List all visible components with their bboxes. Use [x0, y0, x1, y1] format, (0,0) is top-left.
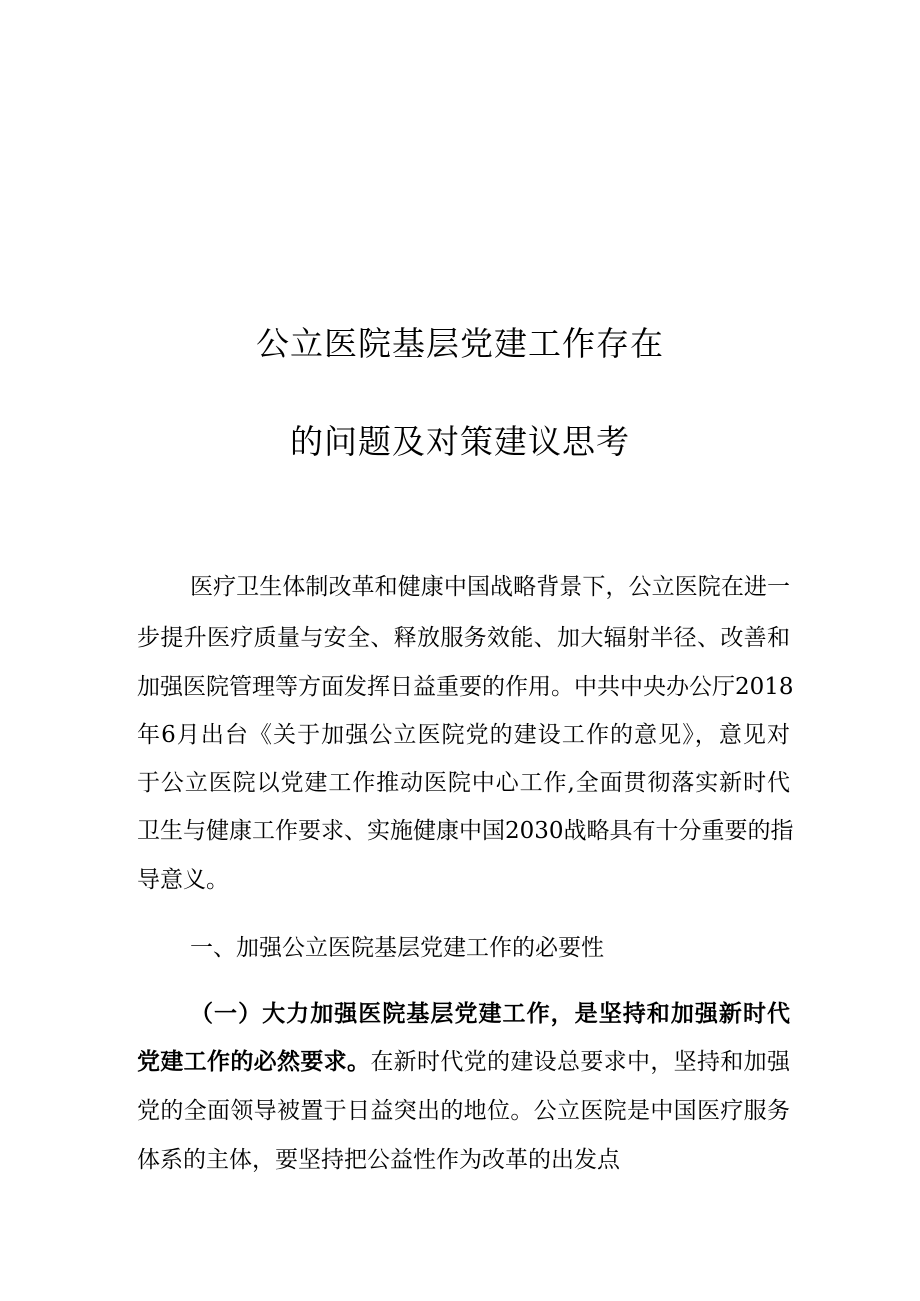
paragraph-line: 步提升医疗质量与安全、释放服务效能、加大辐射半径、改善和 — [137, 625, 790, 651]
paragraph-line: 于公立医院以党建工作推动医院中心工作,全面贯彻落实新时代 — [137, 770, 790, 796]
paragraph-line: 党的全面领导被置于日益突出的地位。公立医院是中国医疗服务 — [137, 1098, 790, 1124]
subsection-heading-end: 党建工作的必然要求。 — [137, 1049, 371, 1075]
paragraph-line: 医疗卫生体制改革和健康中国战略背景下，公立医院在进一 — [190, 574, 790, 600]
paragraph-line: 卫生与健康工作要求、实施健康中国2030战略具有十分重要的指 — [137, 818, 794, 844]
subsection-line-mixed — [137, 1051, 790, 1074]
paragraph-text: 在新时代党的建设总要求中，坚持和加强 — [370, 1049, 791, 1075]
paragraph-line: 导意义。 — [137, 867, 229, 893]
paragraph-line: 加强医院管理等方面发挥日益重要的作用。中共中央办公厅2018 — [137, 674, 794, 700]
subsection-heading-line: （一）大力加强医院基层党建工作，是坚持和加强新时代 — [190, 1001, 790, 1027]
document-title-line-1: 公立医院基层党建工作存在 — [256, 324, 664, 363]
section-heading: 一、加强公立医院基层党建工作的必要性 — [190, 935, 604, 961]
paragraph-line: 体系的主体，要坚持把公益性作为改革的出发点 — [137, 1147, 620, 1173]
paragraph-line: 年6月出台《关于加强公立医院党的建设工作的意见》，意见对 — [137, 722, 790, 748]
document-title-line-2: 的问题及对策建议思考 — [290, 422, 630, 461]
